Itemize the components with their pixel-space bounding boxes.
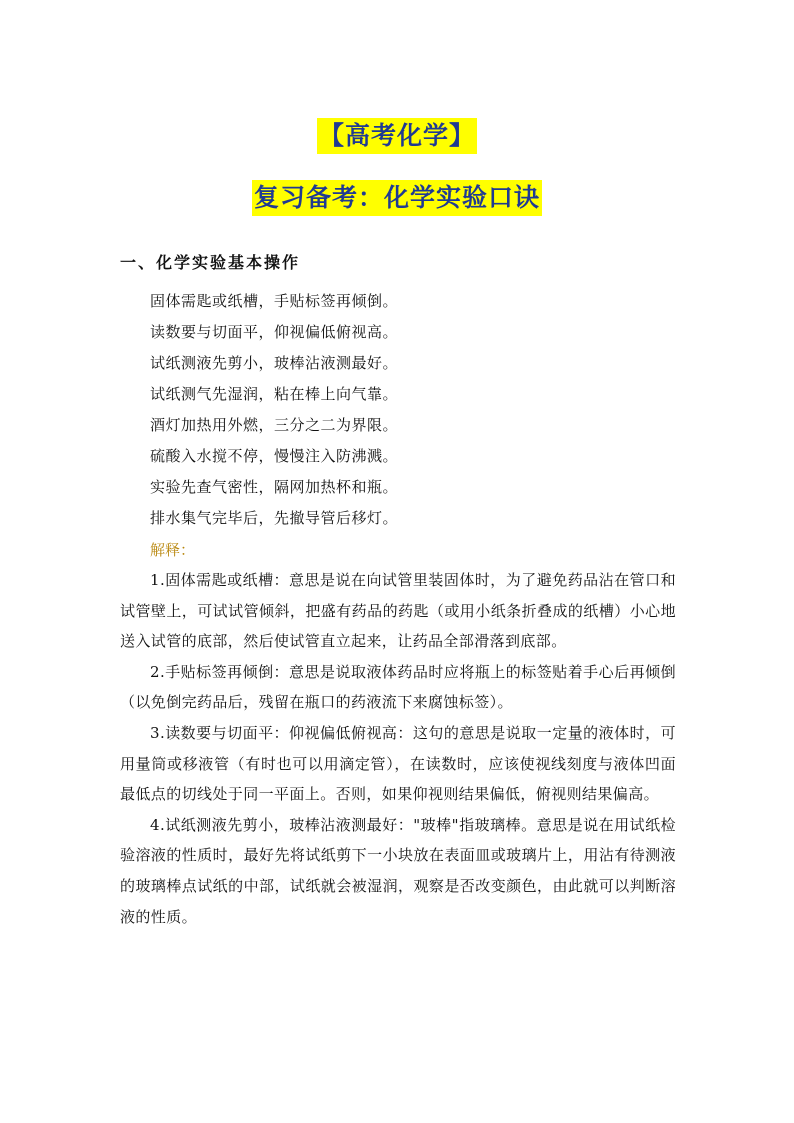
verse-line: 试纸测液先剪小，玻棒沾液测最好。: [150, 354, 399, 372]
verse-line: 硫酸入水搅不停，慢慢注入防沸溅。: [150, 447, 399, 465]
verse-line: 排水集气完毕后，先撤导管后移灯。: [150, 509, 399, 527]
page-subtitle: 复习备考：化学实验口诀: [252, 180, 542, 216]
explanation-body: [120, 565, 676, 932]
explanation-paragraph: 3.读数要与切面平：仰视偏低俯视高：这句的意思是说取一定量的液体时，可用量筒或移液管（有时也可以用滴定管），在读数时，应该使视线刻度与液体凹面最低点的切线处于同一平面上。否则，如果仰视则结果偏低，俯视则结果偏高。: [120, 723, 676, 804]
verse-line: 读数要与切面平，仰视偏低俯视高。: [150, 323, 399, 341]
verse-line: 实验先查气密性，隔网加热杯和瓶。: [150, 478, 399, 496]
subtitle-block: [0, 180, 794, 216]
explanation-paragraph: 4.试纸测液先剪小，玻棒沾液测最好："玻棒"指玻璃棒。意思是说在用试纸检验溶液的性质时，最好先将试纸剪下一小块放在表面皿或玻璃片上，用沾有待测液的玻璃棒点试纸的中部，试纸就会被湿润，观察是否改变颜色，由此就可以判断溶液的性质。: [120, 815, 676, 926]
verse-line: 固体需匙或纸槽，手贴标签再倾倒。: [150, 292, 399, 310]
page-title: 【高考化学】: [317, 118, 477, 154]
section-heading: 一、化学实验基本操作: [120, 253, 301, 272]
title-block: [0, 118, 794, 154]
explanation-paragraph: 1.固体需匙或纸槽：意思是说在向试管里装固体时，为了避免药品沾在管口和试管壁上，可试试管倾斜，把盛有药品的药匙（或用小纸条折叠成的纸槽）小心地送入试管的底部，然后使试管直立起来，让药品全部滑落到底部。: [120, 571, 676, 651]
verse-list: [150, 286, 398, 534]
verse-line: 酒灯加热用外燃，三分之二为界限。: [150, 416, 399, 434]
explanation-paragraph: 2.手贴标签再倾倒：意思是说取液体药品时应将瓶上的标签贴着手心后再倾倒（以免倒完药品后，残留在瓶口的药液流下来腐蚀标签）。: [120, 662, 676, 712]
verse-line: 试纸测气先湿润，粘在棒上向气靠。: [150, 385, 399, 403]
explanation-label: 解释：: [150, 541, 196, 559]
